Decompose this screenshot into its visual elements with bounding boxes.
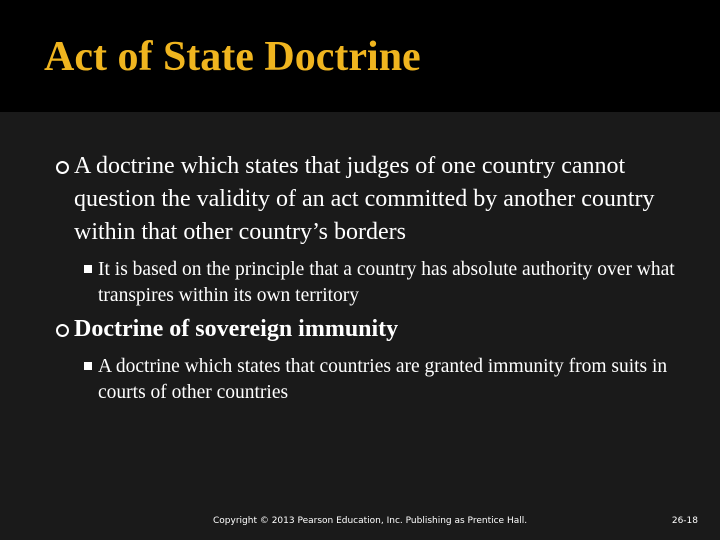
bullet-text: A doctrine which states that countries are granted immunity from suits in courts of other countries xyxy=(98,356,668,403)
bullet-text: A doctrine which states that judges of one country cannot question the validity of an act committed by another country within that other country’s borders xyxy=(74,153,655,245)
square-bullet-icon xyxy=(84,265,92,273)
square-bullet-icon xyxy=(84,362,92,370)
slide-title: Act of State Doctrine xyxy=(44,34,421,80)
page-number: 26-18 xyxy=(671,516,698,526)
bullet-level1 xyxy=(52,150,672,249)
bullet-text: It is based on the principle that a country has absolute authority over what transpires within its own territory xyxy=(98,259,675,306)
hollow-circle-bullet-icon xyxy=(56,161,69,174)
copyright-footer: Copyright © 2013 Pearson Education, Inc. Publishing as Prentice Hall. xyxy=(213,516,528,526)
bullet-level1 xyxy=(52,313,672,346)
bullet-text: Doctrine of sovereign immunity xyxy=(74,316,399,342)
hollow-circle-bullet-icon xyxy=(56,324,69,337)
bullet-level2 xyxy=(82,257,682,309)
bullet-level2 xyxy=(82,354,682,406)
